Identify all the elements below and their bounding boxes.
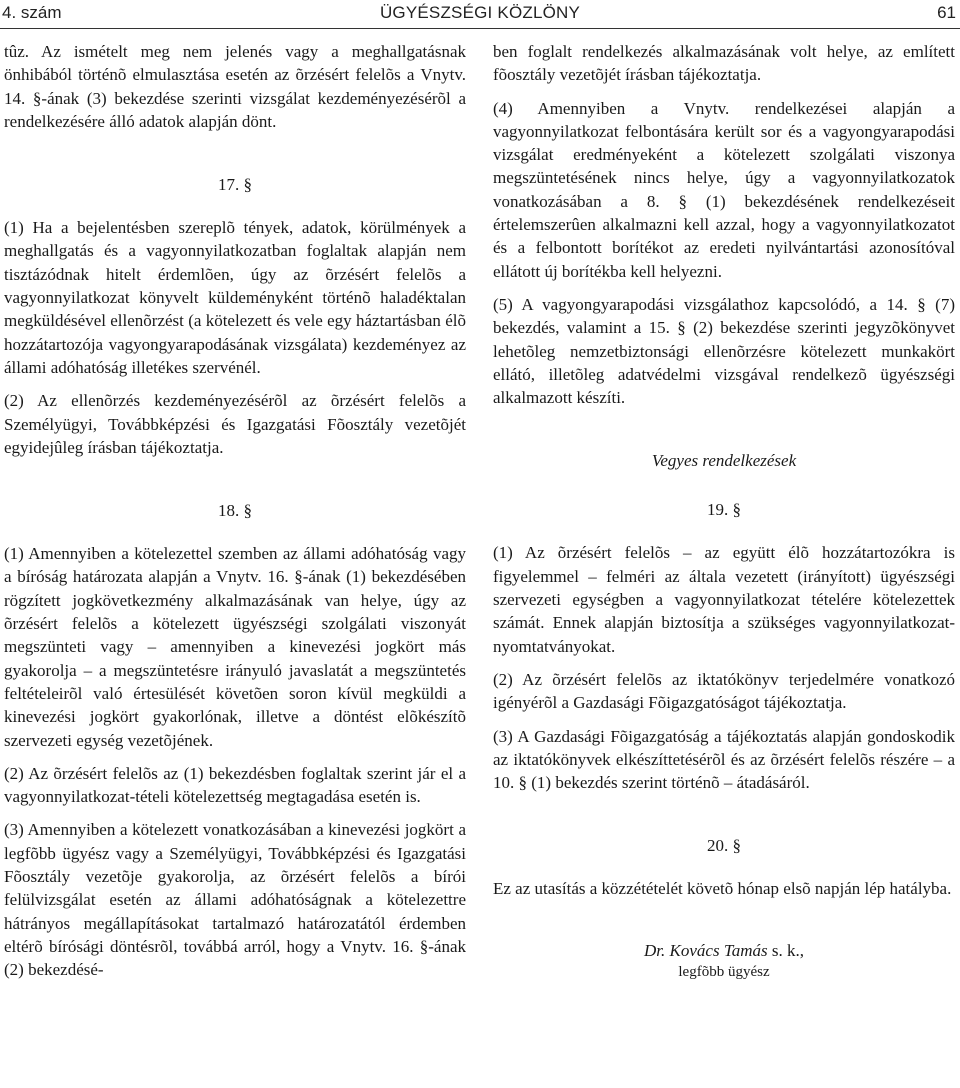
section-19-heading: 19. §	[707, 500, 741, 520]
section-20-para-1: Ez az utasítás a közzétételét követõ hónap elsõ napján lép hatályba.	[493, 879, 952, 899]
section-17-para-1: (1) Ha a bejelentésben szereplõ tények, adatok, körülmények a meghallgatás és a vagyonnyilatkozatban foglaltak alapján nem tisztázódnak hitelt érdemlõen, úgy az õrzésért felelõs a vagyonnyilatkozat könyvelt küldeményként történõ haladéktalan megküldésével ellenõrzést (a kötelezett és vele egy háztartásban élõ hozzátartozója vagyongyarapodásának vizsgálata) kezdeményez az állami adóhatóság illetékes szervénél.	[4, 218, 466, 377]
left-column	[4, 40, 466, 982]
section-18-para-1: (1) Amennyiben a kötelezettel szemben az állami adóhatóság vagy a bíróság határozata alapján a Vnytv. 16. §-ának (1) bekezdésében rögzített jogkövetkezmény alkalmazásának van helye, úgy az õrzésért felelõs a kötelezett ügyészségi szolgálati viszonyát megszünteti vagy – amennyiben a kinevezési jogkört más gyakorolja – a megszüntetésre irányuló javaslatát a megszüntetés feltételeirõl való értesülését követõen soron kívül megküldi a kinevezési jogkört gyakorlónak, illetve a döntést elõkészítõ szervezeti egység vezetõjének.	[4, 544, 466, 750]
signatory-role: legfõbb ügyész	[678, 964, 770, 981]
section-18-para-3: (3) Amennyiben a kötelezett vonatkozásában a kinevezési jogkört a legfõbb ügyész vagy a Személyügyi, Továbbképzési és Igazgatási Fõosztály vezetõje gyakorolja, az õrzésért felelõs a bírói felülvizsgálat esetén az állami adóhatóságnak a kötelezettre hátrányos megállapításokat tartalmazó határozatától érdemben eltérõ bírósági döntésrõl, továbbá arról, hogy a Vnytv. 16. §-ának (2) bekezdésé-	[4, 820, 466, 980]
section-19-para-2: (2) Az õrzésért felelõs az iktatókönyv terjedelmére vonatkozó igényérõl a Gazdasági Fõigazgatóságot tájékoztatja.	[493, 669, 955, 713]
section-18-para-2: (2) Az õrzésért felelõs az (1) bekezdésben foglaltak szerint jár el a vagyonnyilatkozat-tételi kötelezettség megtagadása esetén is.	[4, 763, 466, 807]
page-header	[0, 0, 960, 30]
right-column	[493, 40, 955, 982]
section-19-para-3: (3) A Gazdasági Fõigazgatóság a tájékoztatás alapján gondoskodik az iktatókönyvek elkészíttetésérõl és az õrzésért felelõs részére – a 10. § (1) bekezdés szerint történõ – átadásáról.	[493, 726, 955, 793]
section-19-para-1: (1) Az õrzésért felelõs – az együtt élõ hozzátartozókra is figyelemmel – felméri az általa vezetett (irányított) ügyészségi szervezeti egységben a vagyonnyilatkozat tételére kötelezettek számát. Ennek alapján biztosítja a szükséges vagyonnyilatkozat-nyomtatványokat.	[493, 543, 955, 656]
section-18-para-5: (5) A vagyongyarapodási vizsgálathoz kapcsolódó, a 14. § (7) bekezdés, valamint a 15. § (2) bekezdése szerinti jegyzõkönyvet lehetõleg nemzetbiztonsági ellenõrzésre kötelezett munkakört ellátó, illetõleg adatvédelmi vizsgával rendelkezõ ügyészségi alkalmazott készíti.	[493, 294, 955, 408]
page-number: 61	[937, 3, 956, 22]
section-18-heading: 18. §	[218, 501, 252, 521]
subheading-vegyes: Vegyes rendelkezések	[651, 451, 797, 471]
journal-title: ÜGYÉSZSÉGI KÖZLÖNY	[379, 3, 581, 22]
section-17-heading: 17. §	[218, 175, 252, 195]
section-20-heading: 20. §	[707, 836, 741, 856]
continued-paragraph: ben foglalt rendelkezés alkalmazásának volt helye, az említett fõosztály vezetõjét írásban tájékoztatja.	[493, 42, 955, 85]
issue-number: 4. szám	[2, 3, 62, 22]
continued-paragraph: tûz. Az ismételt meg nem jelenés vagy a meghallgatásnak önhibából történõ elmulasztása esetén az õrzésért felelõs a Vnytv. 14. §-ának (3) bekezdése szerinti vizsgálat kezdeményezésérõl a rendelkezésére álló adatok alapján dönt.	[4, 42, 466, 131]
signatory-name: Dr. Kovács Tamás	[644, 940, 768, 960]
header-rule	[0, 28, 960, 29]
section-18-para-4: (4) Amennyiben a Vnytv. rendelkezései alapján a vagyonnyilatkozat felbontására került sor és a vagyongyarapodási vizsgálat eredményeként a kötelezett szolgálati viszonya megszüntetésének nincs helye, úgy a vagyonnyilatkozatok vonatkozásában a 8. § (1) bekezdésének rendelkezéseit értelemszerûen alkalmazni kell azzal, hogy a vagyonnyilatkozatot és a felbontott borítékot az eredeti nyilvántartási azonosítóval ellátott új borítékba kell helyezni.	[493, 98, 955, 281]
signatory-suffix: s. k.,	[767, 940, 804, 960]
signature-block	[493, 939, 955, 982]
section-17-para-2: (2) Az ellenõrzés kezdeményezésérõl az õrzésért felelõs a Személyügyi, Továbbképzési és Igazgatási Fõosztály vezetõjét egyidejûleg írásban tájékoztatja.	[4, 391, 466, 457]
